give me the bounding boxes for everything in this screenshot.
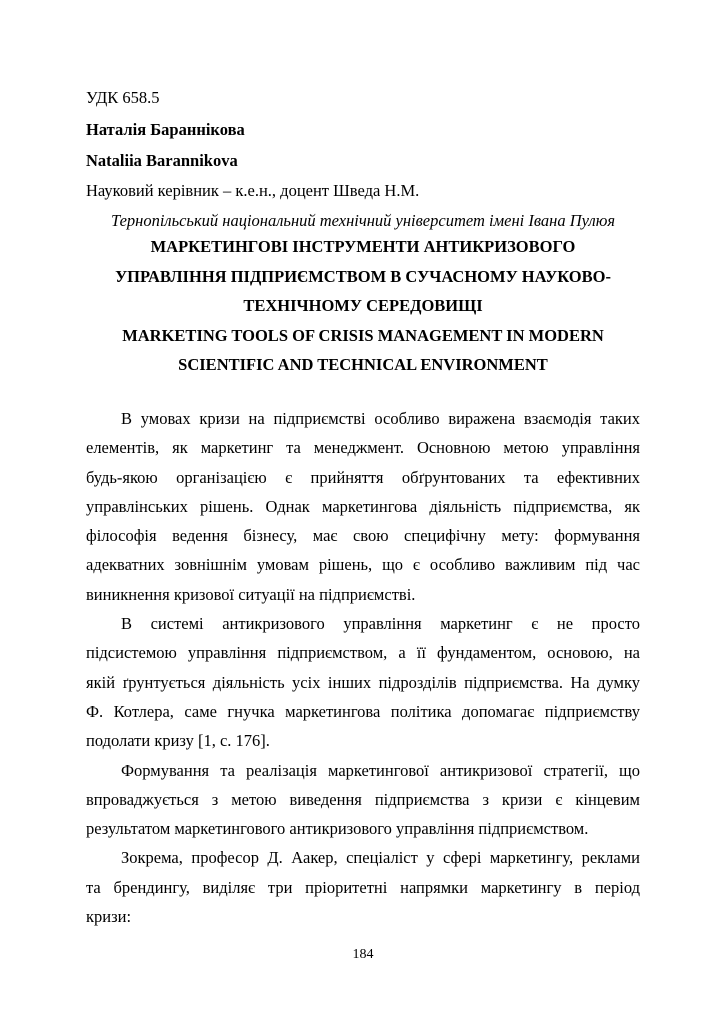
article-body xyxy=(86,404,640,931)
paragraph-line: будь-якою організацією є прийняття обґрунтованих та ефективних xyxy=(86,467,640,487)
title-en-line: SCIENTIFIC AND TECHNICAL ENVIRONMENT xyxy=(178,355,548,374)
author-name-ukrainian: Наталія Бараннікова xyxy=(86,120,245,139)
paragraph-line: результатом маркетингового антикризового управління підприємством. xyxy=(86,819,589,839)
paragraph-line: та брендингу, виділяє три пріоритетні напрямки маркетингу в період xyxy=(86,877,640,897)
page-number: 184 xyxy=(352,947,374,962)
paragraph-line: Формування та реалізація маркетингової антикризової стратегії, що xyxy=(121,760,640,780)
paragraph-line: адекватних зовнішнім умовам рішень, що є особливо важливим під час xyxy=(86,555,640,575)
scientific-supervisor: Науковий керівник – к.е.н., доцент Шведа Н.М. xyxy=(86,181,420,200)
paragraph-line: В системі антикризового управління маркетинг є не просто xyxy=(121,614,640,634)
title-en-line: MARKETING TOOLS OF CRISIS MANAGEMENT IN MODERN xyxy=(122,325,604,345)
paragraph-line: подолати кризу [1, с. 176]. xyxy=(86,731,270,751)
title-ua-line: УПРАВЛІННЯ ПІДПРИЄМСТВОМ В СУЧАСНОМУ НАУКОВО- xyxy=(115,266,611,286)
affiliation: Тернопільський національний технічний університет імені Івана Пулюя xyxy=(110,211,615,230)
paragraph-line: управлінських рішень. Однак маркетингова діяльність підприємства, як xyxy=(86,496,640,516)
paragraph-line: кризи: xyxy=(86,907,132,927)
paragraph-line: впроваджується з метою виведення підприємства з кризи є кінцевим xyxy=(86,789,640,809)
paragraph xyxy=(86,609,640,755)
paragraph xyxy=(86,404,640,609)
paragraph-line: філософія ведення бізнесу, має свою специфічну мету: формування xyxy=(86,526,640,546)
title-ua-line: МАРКЕТИНГОВІ ІНСТРУМЕНТИ АНТИКРИЗОВОГО xyxy=(150,237,576,256)
paragraph-line: підсистемою управління підприємством, а її фундаментом, основою, на xyxy=(86,643,640,663)
author-name-english: Nataliia Barannikova xyxy=(86,151,238,170)
title-ua-line: ТЕХНІЧНОМУ СЕРЕДОВИЩІ xyxy=(243,296,483,315)
paragraph-line: якій ґрунтується діяльність усіх інших підрозділів підприємства. На думку xyxy=(86,672,640,692)
paragraph-line: В умовах кризи на підприємстві особливо виражена взаємодія таких xyxy=(121,409,640,428)
paragraph-line: Ф. Котлера, саме гнучка маркетингова політика допомагає підприємству xyxy=(86,701,640,721)
paragraph-line: Зокрема, професор Д. Аакер, спеціаліст у сфері маркетингу, реклами xyxy=(121,848,640,868)
paragraph xyxy=(86,843,640,931)
article-title xyxy=(86,232,640,380)
udk-code: УДК 658.5 xyxy=(86,88,160,107)
paragraph-line: елементів, як маркетинг та менеджмент. Основною метою управління xyxy=(86,438,640,458)
paragraph xyxy=(86,756,640,844)
paragraph-line: виникнення кризової ситуації на підприємстві. xyxy=(86,584,416,604)
